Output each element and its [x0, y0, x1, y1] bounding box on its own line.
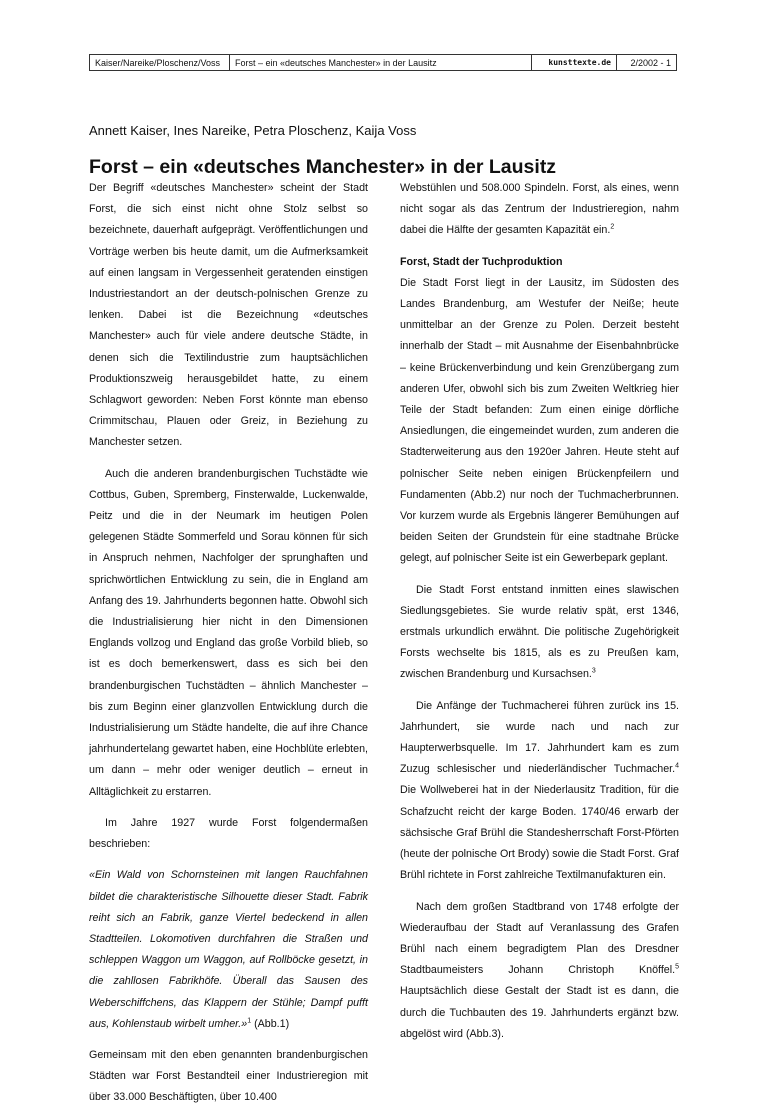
- paragraph-text: Webstühlen und 508.000 Spindeln. Forst, als eines, wenn nicht sogar als das Zentrum der Industrieregion, nahm dabei die Hälfte der gesamten Kapazität ein.: [400, 182, 679, 237]
- section-heading: Forst, Stadt der Tuchproduktion: [400, 255, 563, 268]
- paragraph-text: Die Stadt Forst entstand inmitten eines slawischen Siedlungsgebietes. Sie wurde relativ spät, erst 1346, erstmals urkundlich erwähnt. Die politische Zugehörigkeit Forsts wechselte bis 1815, als es zu Preußen kam, zwischen Brandenburg und Kursachsen.: [400, 583, 679, 681]
- quote-text: «Ein Wald von Schornsteinen mit langen Rauchfahnen bildet die charakteristische Silhouette dieser Stadt. Fabrik reiht sich an Fabrik, ganze Viertel bedeckend in allen Stadtteilen. Lokomotiven durchfahren die Straßen und schleppen Waggon um Waggon, auf Rollböcke gesetzt, in die zahllosen Fabrikhöfe. Überall das Sausen des Weberschiffchens, das Klappern der Stühle; Dampf pufft aus, Kohlenstaub wirbelt umher.»: [89, 869, 368, 1030]
- header-authors: Kaiser/Nareike/Ploschenz/Voss: [89, 54, 230, 71]
- running-header: [89, 54, 679, 71]
- paragraph: Der Begriff «deutsches Manchester» scheint der Stadt Forst, die sich einst nicht ohne Stolz selbst so bezeichnete, dauerhaft aufgeprägt. Veröffentlichungen und Vorträge werben bis heute damit, um die Aufmerksamkeit auf einen langsam in Vergessenheit geratenden einstigen Industriestandort an der deutsch-polnischen Grenze zu lenken. Dabei ist die Bezeichnung «deutsches Manchester» auch für viele andere deutsche Städte, in denen sich die Textilindustrie zum hauptsächlichen Produktionszweig herausgebildet hatte, zu einem Schlagwort geworden: Neben Forst könnte man ebenso Crimmitschau, Plauen oder Greiz, in Beziehung zu Manchester setzen.: [89, 182, 368, 449]
- quote-paragraph: [89, 865, 368, 1035]
- paragraph: Im Jahre 1927 wurde Forst folgendermaßen beschrieben:: [89, 816, 368, 851]
- paragraph: Auch die anderen brandenburgischen Tuchstädte wie Cottbus, Guben, Spremberg, Finsterwalde, Luckenwalde, Peitz und die in der Neumark im heutigen Polen gelegenen Städte Sommerfeld und Sorau können für sich in Anspruch nehmen, Nachfolger der sprunghaften und sprichwörtlichen Entwicklung zu sein, die in England am Anfang des 19. Jahrhunderts begonnen hatte. Obwohl sich die Industrialisierung hier nicht in den Dimensionen Englands vollzog und England das große Vorbild blieb, so ist es doch bemerkenswert, dass es sich bei den brandenburgischen Tuchstädten – ähnlich Manchester – bis zum Beginn einer glanzvollen Entwicklung durch die Industrialisierung um Städte handelte, die auf ihre Chance jahrhundertelang gewartet haben, eine Hochblüte erlebten, um dann – mehr oder weniger deutlich – erneut in Alltäglichkeit zu erstarren.: [89, 467, 368, 798]
- paragraph: [400, 897, 679, 1045]
- paragraph: [400, 696, 679, 887]
- paragraph: Die Stadt Forst liegt in der Lausitz, im Südosten des Landes Brandenburg, am Westufer der Neiße; heute unmittelbar an der Grenze zu Polen. Derzeit besteht innerhalb der Stadt – mit Ausnahme der Eisenbahnbrücke – keine Brückenverbindung und kein Grenzübergang zum anderen Ufer, obwohl sich bis zum Zweiten Weltkrieg hier Teile der Stadt befanden: Zum einen einige dörfliche Ansiedlungen, die eingemeindet wurden, zum anderen die Stadterweiterung aus den 1920er Jahren. Heute steht auf polnischer Seite neben einigen Brückenpfeilern und Fundamenten (Abb.2) nur noch der Tuchmacherbrunnen. Vor kurzem wurde als Ergebnis längerer Bemühungen auf beiden Seiten der Grundstein für eine stadtnahe Brücke gelegt, auf polnischer Seite ist ein Gewerbepark geplant.: [400, 276, 679, 565]
- paragraph: Gemeinsam mit den eben genannten brandenburgischen Städten war Forst Bestandteil einer Industrieregion mit über 33.000 Beschäftigten, über 10.400: [89, 1048, 368, 1104]
- paragraph-text: Nach dem großen Stadtbrand von 1748 erfolgte der Wiederaufbau der Stadt auf Veranlassung des Grafen Brühl nach einem begradigtem Plan des Dresdner Stadtbaumeisters Johann Christoph Knöffel.: [400, 900, 679, 977]
- header-title: Forst – ein «deutsches Manchester» in der Lausitz: [229, 54, 532, 71]
- right-column: [400, 178, 679, 1045]
- article-title: Forst – ein «deutsches Manchester» in der Lausitz: [89, 156, 557, 178]
- footnote-mark: 3: [591, 667, 596, 675]
- article-authors: Annett Kaiser, Ines Nareike, Petra Ploschenz, Kaija Voss: [89, 123, 417, 138]
- footnote-mark: 1: [247, 1017, 252, 1025]
- left-column: [89, 178, 368, 1109]
- figure-ref: (Abb.1): [251, 1017, 290, 1030]
- paragraph: [400, 178, 679, 242]
- header-issue: 2/2002 - 1: [616, 54, 677, 71]
- footnote-mark: 2: [610, 223, 615, 231]
- paragraph-text: Hauptsächlich diese Gestalt der Stadt ist es dann, die durch die Tuchbauten des 19. Jahrhunderts ergänzt bzw. abgelöst wird (Abb.3).: [400, 985, 679, 1040]
- paragraph: [400, 580, 679, 686]
- paragraph-text: Die Anfänge der Tuchmacherei führen zurück ins 15. Jahrhundert, sie wurde nach und nach zur Haupterwerbsquelle. Im 17. Jahrhundert kam es zum Zuzug schlesischer und niederländischer Tuchmacher.: [400, 699, 679, 776]
- footnote-mark: 5: [675, 963, 679, 971]
- footnote-mark: 4: [675, 762, 679, 770]
- header-site: kunsttexte.de: [531, 54, 617, 71]
- paragraph-text: Die Wollweberei hat in der Niederlausitz Tradition, für die Schafzucht reicht der karge Boden. 1740/46 erwarb der sächsische Graf Brühl die Standesherrschaft Forst-Pförten (heute der polnische Ort Brody) sowie die Stadt Forst. Graf Brühl richtete in Forst zahlreiche Textilmanufakturen ein.: [400, 784, 679, 882]
